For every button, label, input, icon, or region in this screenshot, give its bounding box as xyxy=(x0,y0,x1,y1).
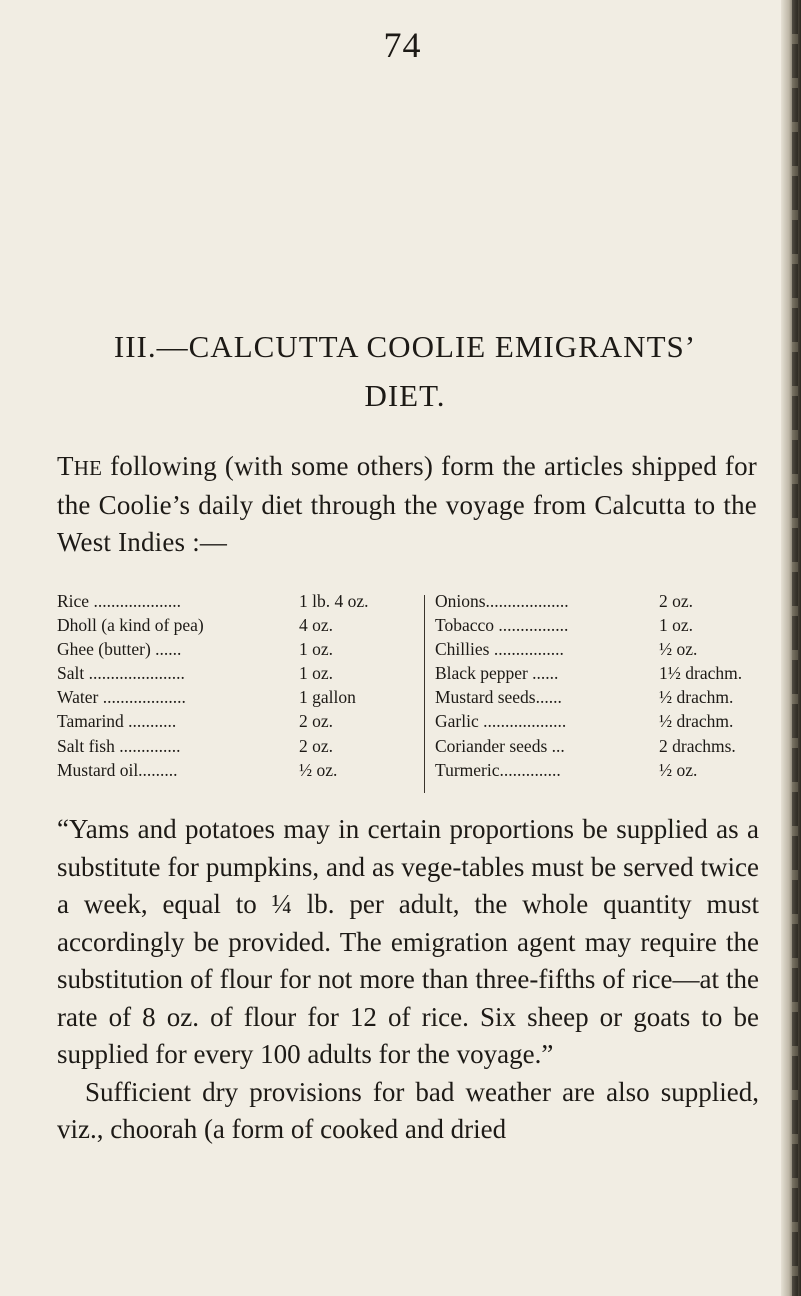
intro-small-caps: HE xyxy=(73,456,103,480)
ration-amount: ½ oz. xyxy=(659,759,698,780)
ration-item: Rice .................... xyxy=(57,591,181,611)
ration-row xyxy=(435,758,765,782)
column-divider xyxy=(424,595,425,793)
ration-table xyxy=(57,589,757,797)
ration-column-right xyxy=(435,589,765,782)
body-text xyxy=(57,811,759,1149)
ration-item: Turmeric.............. xyxy=(435,759,561,780)
ration-row xyxy=(435,734,765,758)
ration-row xyxy=(57,734,407,758)
ration-row xyxy=(435,661,765,685)
ration-amount: 1 oz. xyxy=(299,639,334,660)
page-number: 74 xyxy=(383,25,422,65)
ration-row xyxy=(435,613,765,637)
ration-amount: 1½ drachm. xyxy=(659,663,743,684)
ration-item: Salt ...................... xyxy=(57,663,185,684)
ration-row xyxy=(57,758,407,782)
ration-row xyxy=(57,637,407,661)
ration-row xyxy=(57,709,407,733)
quoted-paragraph: “Yams and potatoes may in certain proportions be supplied as a substitute for pumpkins, and as vege-tables must be served twice a week, equal to ¼ lb. per adult, the whole quantity must accordingly be provided. The emigration agent may require the substitution of flour for not more than three-fifths of rice—at the rate of 8 oz. of flour for 12 of rice. Six sheep or goats to be supplied for every 100 adults for the voyage.” xyxy=(57,814,759,1069)
page-edge-marks xyxy=(792,0,798,1296)
ration-amount: 4 oz. xyxy=(299,615,334,636)
ration-amount: ½ drachm. xyxy=(659,687,734,708)
ration-row xyxy=(57,589,407,613)
ration-item: Coriander seeds ... xyxy=(435,735,565,756)
ration-amount: ½ drachm. xyxy=(659,711,734,732)
ration-amount: 2 oz. xyxy=(299,711,334,732)
page-edge-shadow xyxy=(781,0,801,1296)
heading-line-2: DIET. xyxy=(364,378,446,413)
ration-amount: 2 oz. xyxy=(299,735,334,756)
ration-item: Ghee (butter) ...... xyxy=(57,639,182,660)
provisions-paragraph: Sufficient dry provisions for bad weather are also supplied, viz., choorah (a form of cooked and dried xyxy=(57,1076,759,1144)
ration-item: Dholl (a kind of pea) xyxy=(57,615,204,636)
ration-amount: 1 oz. xyxy=(299,663,334,684)
ration-amount: 1 oz. xyxy=(659,615,694,636)
ration-row xyxy=(57,685,407,709)
intro-paragraph xyxy=(57,448,757,561)
ration-amount: ½ oz. xyxy=(299,759,338,780)
ration-row xyxy=(57,613,407,637)
ration-row xyxy=(435,637,765,661)
ration-row xyxy=(57,661,407,685)
ration-item: Tamarind ........... xyxy=(57,711,177,732)
ration-item: Tobacco ................ xyxy=(435,615,569,636)
ration-row xyxy=(435,589,765,613)
ration-item: Salt fish .............. xyxy=(57,735,181,756)
section-heading xyxy=(60,322,750,420)
ration-amount: 1 gallon xyxy=(299,687,356,708)
ration-item: Mustard seeds...... xyxy=(435,687,562,708)
ration-column-left xyxy=(57,589,407,782)
ration-item: Black pepper ...... xyxy=(435,663,559,684)
ration-row xyxy=(435,709,765,733)
ration-amount: ½ oz. xyxy=(659,639,698,660)
ration-item: Water ................... xyxy=(57,687,186,708)
heading-line-1: III.—CALCUTTA COOLIE EMIGRANTS’ xyxy=(113,329,697,364)
ration-amount: 1 lb. 4 oz. xyxy=(299,591,369,611)
ration-amount: 2 oz. xyxy=(659,591,694,611)
ration-amount: 2 drachms. xyxy=(659,735,736,756)
ration-item: Garlic ................... xyxy=(435,711,567,732)
intro-text: following (with some others) form the articles shipped for the Coolie’s daily diet through the voyage from Calcutta to the West Indies :— xyxy=(57,451,757,557)
ration-row xyxy=(435,685,765,709)
ration-item: Chillies ................ xyxy=(435,639,564,660)
ration-item: Mustard oil......... xyxy=(57,759,178,780)
intro-first-letter: T xyxy=(57,451,74,481)
ration-item: Onions................... xyxy=(435,591,569,611)
